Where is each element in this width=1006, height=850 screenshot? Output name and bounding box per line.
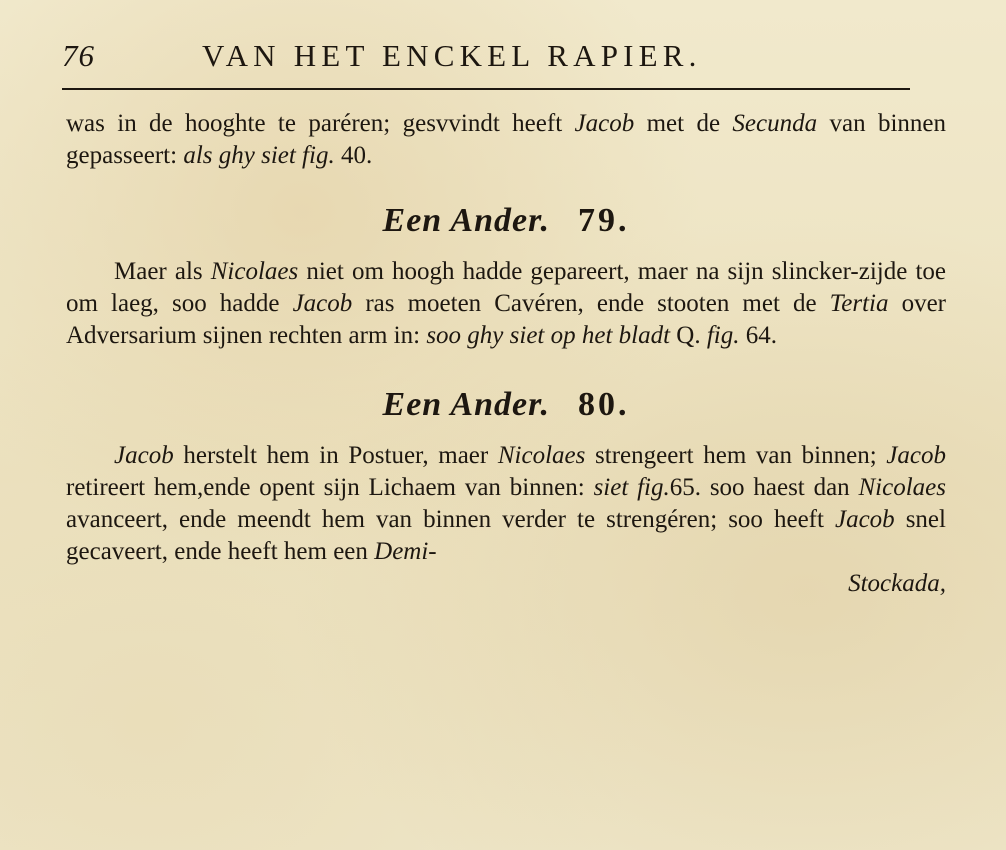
- text-run: van binnen gepasseert:: [66, 110, 946, 169]
- italic-name: Jacob: [114, 442, 174, 469]
- section-heading: [66, 386, 946, 424]
- italic-name: Jacob: [834, 506, 895, 533]
- italic-name: Nicolaes: [210, 258, 299, 285]
- italic-figure-ref: fig.: [706, 322, 740, 349]
- italic-term: Secunda: [732, 110, 818, 137]
- text-run: Maer als: [114, 258, 211, 285]
- text-run: Q.: [670, 322, 707, 349]
- text-run: retireert hem,ende opent sijn Lichaem van binnen:: [66, 474, 594, 501]
- paragraph: [66, 108, 946, 172]
- section-number: 80.: [577, 386, 630, 423]
- text-run: herstelt hem in Postuer, maer: [173, 442, 498, 469]
- page-number: 76: [62, 38, 95, 73]
- figure-number: 40.: [334, 142, 373, 169]
- italic-name: Nicolaes: [497, 442, 586, 469]
- italic-name: Jacob: [574, 110, 635, 137]
- text-run: strengeert hem van binnen;: [585, 442, 887, 469]
- section-title: Een Ander.: [382, 202, 550, 239]
- italic-figure-ref: siet fig.: [593, 474, 670, 501]
- page-header: [62, 30, 944, 82]
- section-number: 79.: [577, 202, 630, 239]
- text-run: was in de hooghte te paréren; gesvvindt heeft: [66, 110, 575, 137]
- running-title: VAN HET ENCKEL RAPIER.: [202, 38, 702, 73]
- catchword: Stockada,: [848, 570, 946, 597]
- italic-figure-ref: als ghy siet fig.: [183, 142, 335, 169]
- italic-figure-ref: soo ghy siet op het bladt: [426, 322, 671, 349]
- italic-name: Nicolaes: [858, 474, 946, 501]
- text-run: niet om hoogh hadde gepareert, maer na sijn slincker-zijde toe om laeg, soo hadde: [66, 258, 946, 317]
- text-run: met de: [634, 110, 733, 137]
- section-heading: [66, 202, 946, 240]
- italic-term: Tertia: [829, 290, 889, 317]
- text-run: ras moeten Cavéren, ende stooten met de: [352, 290, 830, 317]
- header-rule: [62, 88, 910, 90]
- text-run: snel gecaveert, ende heeft hem een: [66, 506, 946, 565]
- italic-name: Jacob: [292, 290, 353, 317]
- text-run: avanceert, ende meendt hem van binnen verder te strengéren; soo heeft: [66, 506, 835, 533]
- page-body: [66, 108, 946, 600]
- figure-number: 64.: [739, 322, 778, 349]
- italic-term: Demi-: [374, 538, 437, 565]
- text-run: 65. soo haest dan: [669, 474, 859, 501]
- paragraph: [66, 440, 946, 568]
- text-run: over Adversarium sijnen rechten arm in:: [66, 290, 946, 349]
- section-title: Een Ander.: [382, 386, 550, 423]
- paragraph: [66, 256, 946, 352]
- italic-name: Jacob: [886, 442, 946, 469]
